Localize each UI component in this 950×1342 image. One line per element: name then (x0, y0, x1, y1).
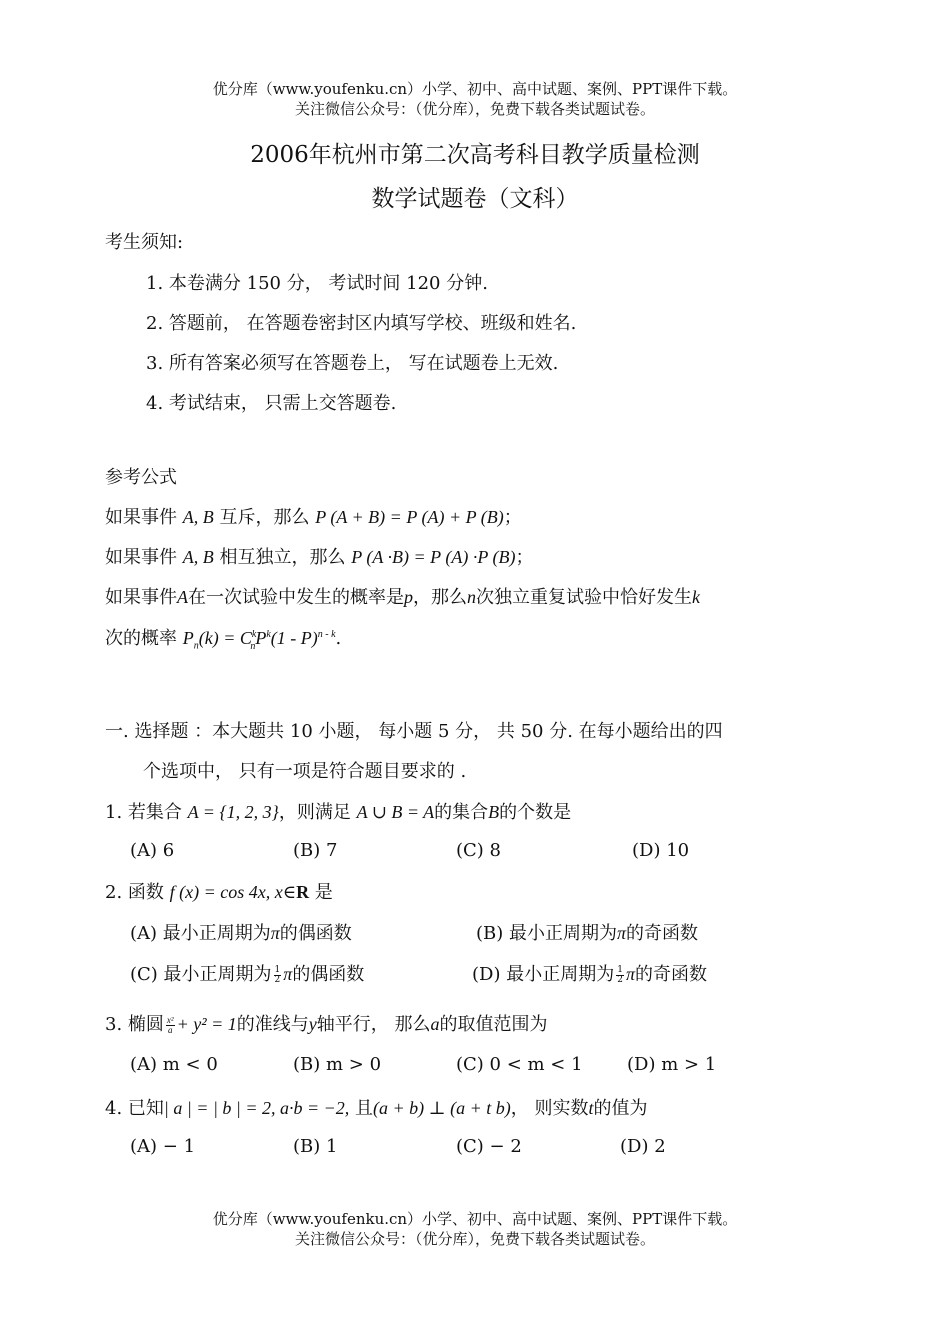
option-a: (A) − 1 (130, 1136, 196, 1157)
option-a: (A) 最小正周期为π的偶函数 (130, 923, 352, 944)
question-2: 2. 函数 f (x) = cos 4x, x∈R 是 (105, 882, 333, 903)
formula-text: 次独立重复试验中恰好发生 (476, 587, 692, 608)
option-a: (A) 6 (130, 840, 175, 861)
question-3: 3. 椭圆 $\frac{\text{x²}}{a}$ + y² = 1的准线与y轴平行， 那么a的取值范围为 (105, 1014, 548, 1035)
header-line-1: 优分库（www.youfenku.cn）小学、初中、高中试题、案例、PPT课件下载。 (212, 80, 738, 98)
formula-bernoulli-line-2 (105, 624, 341, 652)
option-c: (C) 0 < m < 1 (456, 1054, 583, 1075)
question-3-options (0, 1054, 950, 1078)
notice-item-2: 2. 答题前， 在答题卷密封区内填写学校、班级和姓名. (146, 313, 577, 334)
formula-mutually-exclusive (105, 503, 522, 529)
option-b: (B) 最小正周期为π的奇函数 (476, 923, 699, 944)
formula-var: A (177, 587, 188, 607)
question-2-options-row-2 (0, 960, 950, 986)
option-d: (D) 2 (620, 1136, 666, 1157)
option-d: (D) 最小正周期为 $\frac{1}{2}$ π的奇函数 (472, 964, 707, 985)
option-c: (C) − 2 (456, 1136, 522, 1157)
question-4-options (0, 1136, 950, 1160)
formula-end: ； (515, 547, 534, 568)
option-c: (C) 8 (456, 840, 501, 861)
formula-var: n (467, 587, 476, 607)
notice-item-1: 1. 本卷满分 150 分， 考试时间 120 分钟. (146, 273, 488, 294)
formula-text: 在一次试验中发生的概率是 (188, 587, 404, 608)
option-d: (D) 10 (632, 840, 690, 861)
formula-end: ； (503, 507, 522, 528)
section-heading: 一. 选择题 ：本大题共 10 小题， 每小题 5 分， 共 50 分. 在每小题给出的四 (105, 721, 723, 742)
page-title: 2006年杭州市第二次高考科目教学质量检测 (250, 142, 700, 168)
formula-expression: P (A ·B) = P (A) ·P (B) (351, 547, 516, 567)
notice-heading: 考生须知: (105, 232, 184, 253)
formula-expression: P (A + B) = P (A) + P (B) (315, 507, 504, 527)
notice-item-4: 4. 考试结束， 只需上交答题卷. (146, 393, 397, 414)
formula-text: 互斥，那么 (219, 507, 310, 528)
option-b: (B) 1 (293, 1136, 338, 1157)
formula-bernoulli-line-1 (105, 583, 700, 609)
notice-item-3: 3. 所有答案必须写在答题卷上， 写在试题卷上无效. (146, 353, 559, 374)
formula-var: k (692, 587, 700, 607)
option-a: (A) m < 0 (130, 1054, 218, 1075)
formula-independent (105, 543, 533, 569)
option-b: (B) m > 0 (293, 1054, 382, 1075)
footer-line-2: 关注微信公众号：（优分库），免费下载各类试题试卷。 (294, 1230, 655, 1248)
option-b: (B) 7 (293, 840, 338, 861)
formula-text: 如果事件 (105, 507, 177, 528)
formula-text: 相互独立，那么 (219, 547, 346, 568)
question-2-options-row-1 (0, 919, 950, 943)
formula-text: 如果事件 (105, 587, 177, 608)
formula-text: 次的概率 (105, 628, 177, 649)
formula-text: 如果事件 (105, 547, 177, 568)
formula-end: . (335, 628, 342, 649)
formula-var: p (404, 587, 413, 607)
question-4: 4. 已知| a | = | b | = 2, a·b = −2, 且(a + b) ⊥ (a + t b)， 则实数t的值为 (105, 1098, 648, 1119)
formula-heading: 参考公式 (105, 467, 177, 488)
page-subtitle: 数学试题卷（文科） (371, 186, 579, 212)
footer-line-1: 优分库（www.youfenku.cn）小学、初中、高中试题、案例、PPT课件下载。 (212, 1210, 738, 1228)
section-heading-cont: 个选项中， 只有一项是符合题目要求的 . (143, 761, 467, 782)
formula-vars: A, B (182, 547, 214, 567)
formula-probability: $P_n(k) = C^k_nP^k(1 - P)^{n - k}$ (182, 628, 336, 652)
option-c: (C) 最小正周期为 $\frac{1}{2}$ π的偶函数 (130, 964, 365, 985)
formula-text: ，那么 (413, 587, 467, 608)
question-1-options (0, 840, 950, 864)
question-1: 1. 若集合 A = {1, 2, 3}，则满足 A ∪ B = A的集合B的个数是 (105, 802, 572, 823)
option-d: (D) m > 1 (627, 1054, 717, 1075)
header-line-2: 关注微信公众号：（优分库），免费下载各类试题试卷。 (294, 100, 655, 118)
formula-vars: A, B (182, 507, 214, 527)
